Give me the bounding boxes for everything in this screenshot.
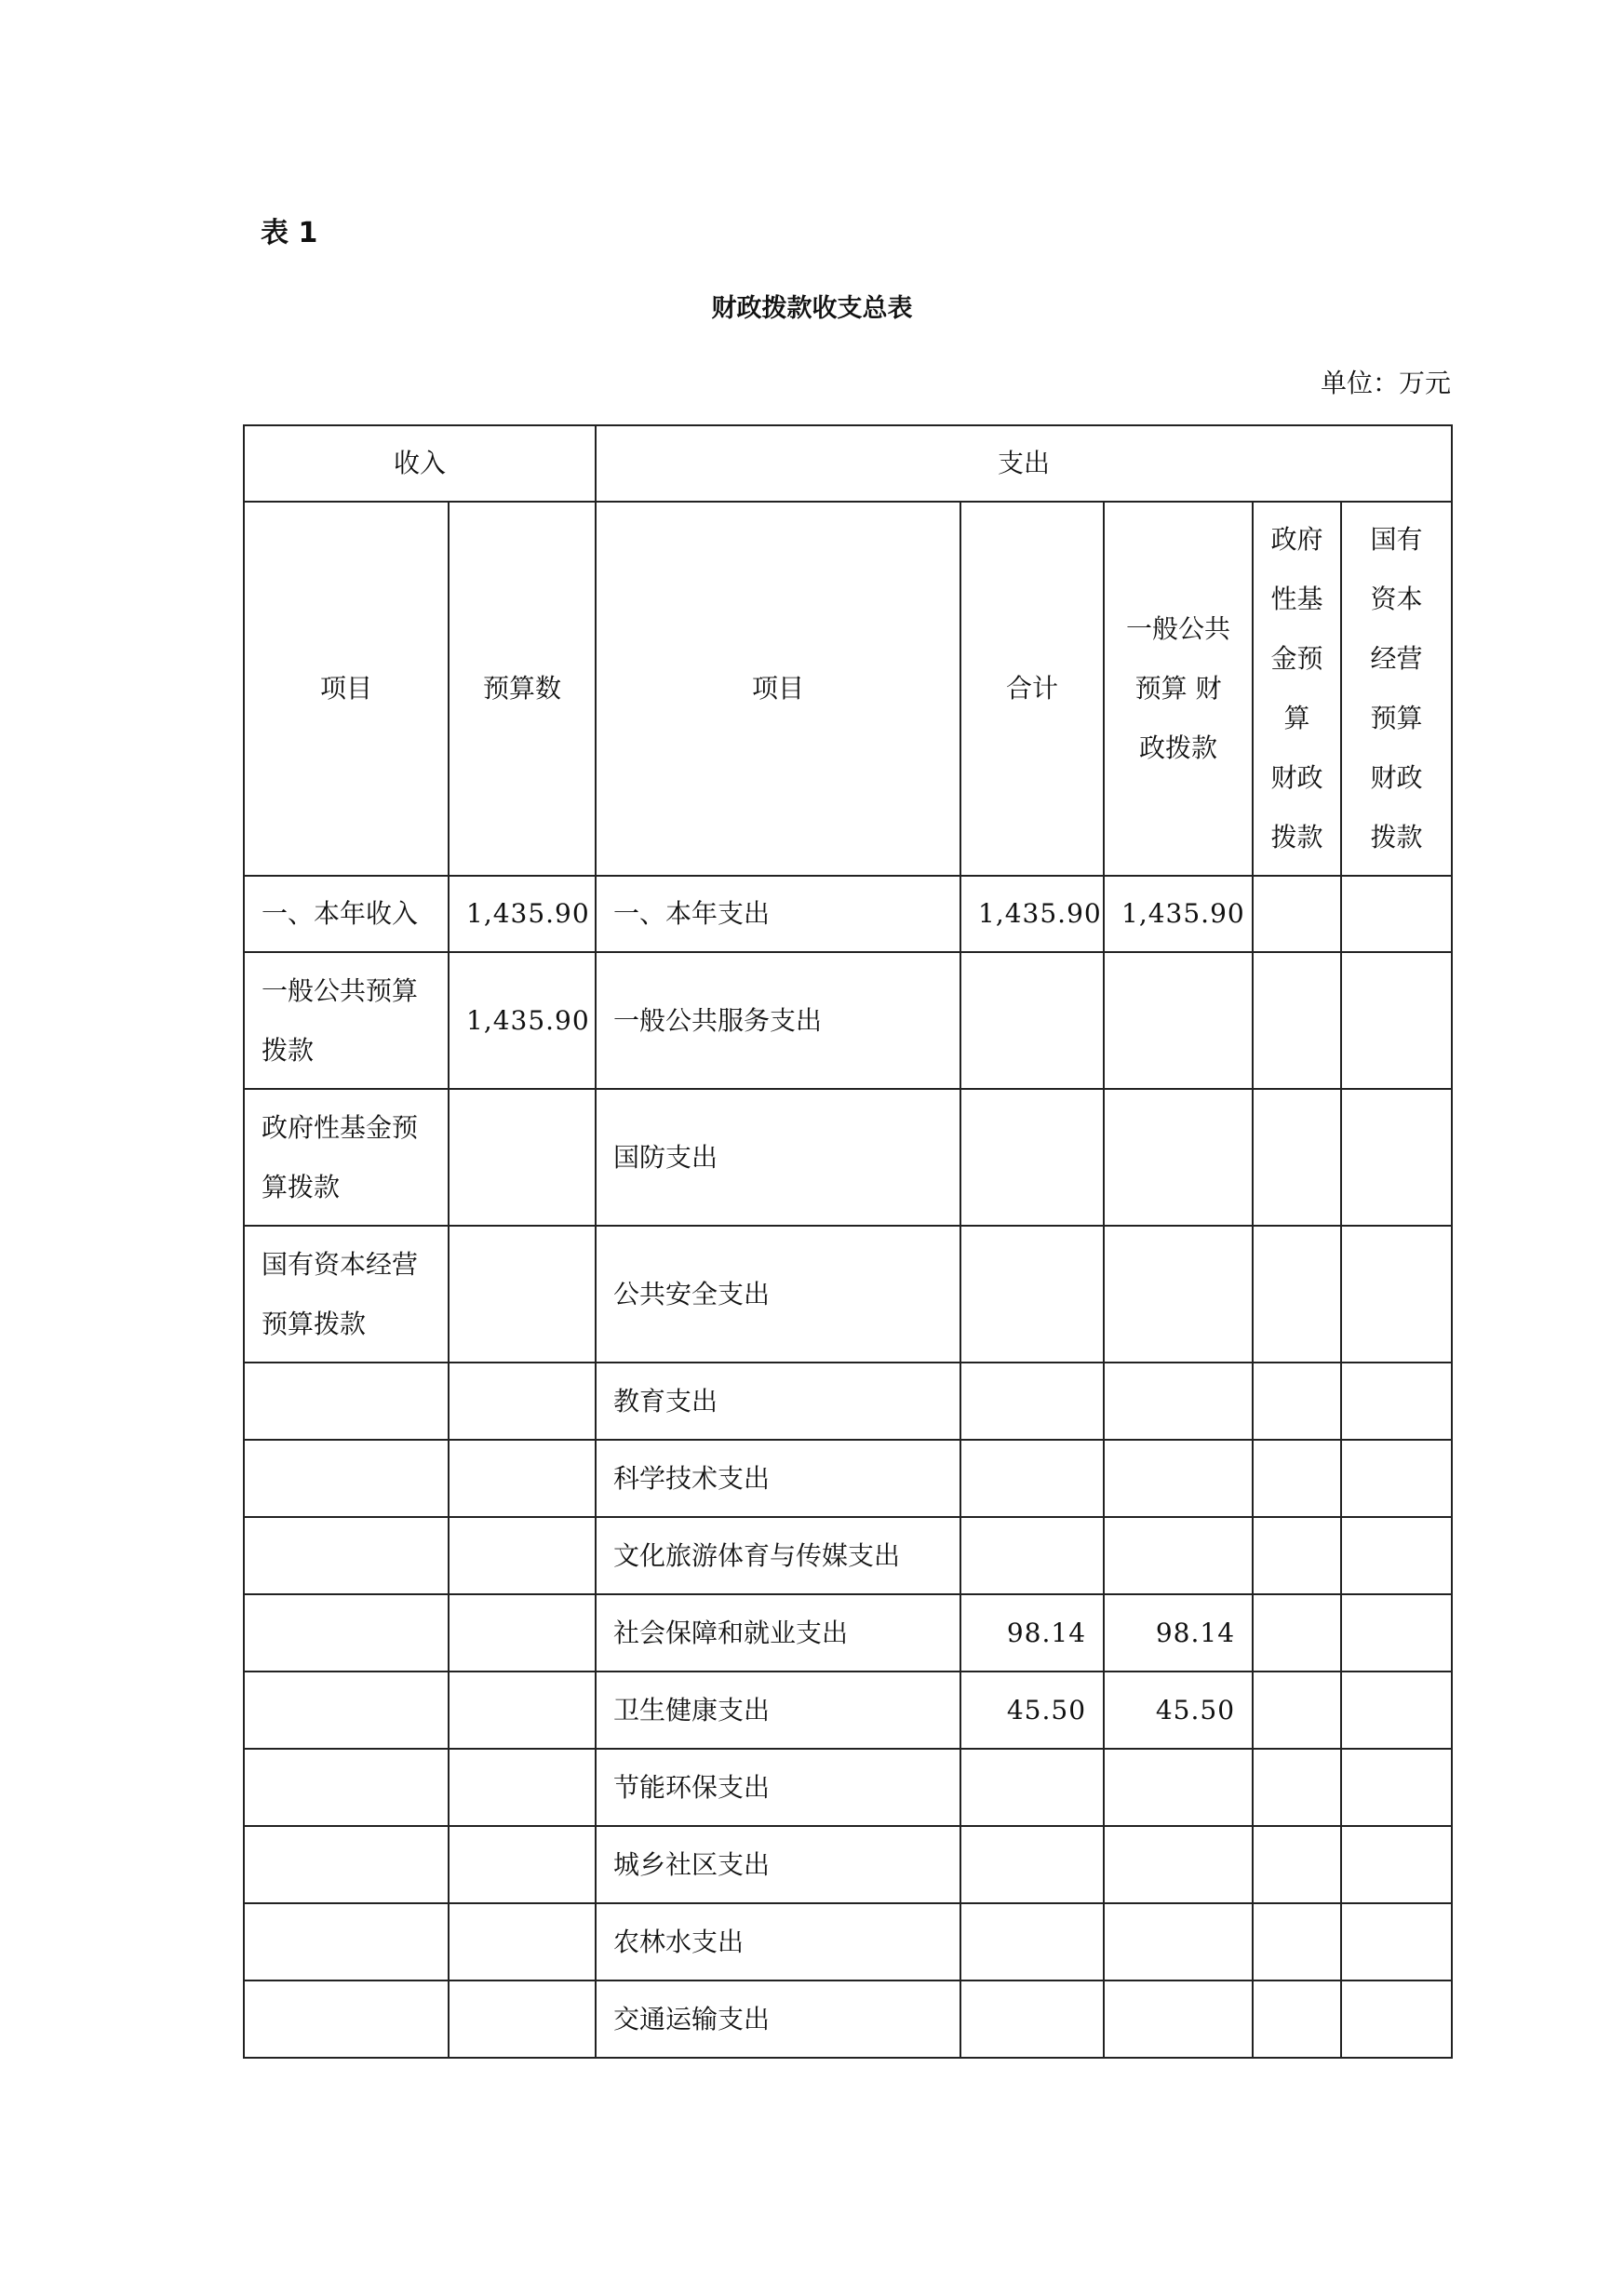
income-item	[244, 1903, 449, 1980]
state-capital-value	[1341, 1672, 1452, 1749]
income-item	[244, 1672, 449, 1749]
income-item-header: 项目	[244, 502, 449, 876]
table-row	[244, 876, 1452, 952]
table-row	[244, 1903, 1452, 1980]
table-row	[244, 1363, 1452, 1440]
expense-item: 交通运输支出	[596, 1980, 960, 2058]
income-value	[449, 1980, 596, 2058]
state-capital-value	[1341, 952, 1452, 1089]
state-capital-value	[1341, 1903, 1452, 1980]
expense-header: 支出	[596, 425, 1452, 502]
table-row	[244, 1517, 1452, 1594]
gov-fund-header-line: 拨款	[1270, 822, 1323, 853]
expense-item: 城乡社区支出	[596, 1826, 960, 1903]
gov-fund-value	[1253, 1440, 1341, 1517]
total-value: 1,435.90	[960, 876, 1104, 952]
total-value	[960, 1089, 1104, 1226]
state-capital-header-line: 国有	[1370, 524, 1423, 555]
header-row-columns	[244, 502, 1452, 876]
general-value	[1104, 1903, 1253, 1980]
income-item	[244, 1980, 449, 2058]
expense-item: 教育支出	[596, 1363, 960, 1440]
gov-fund-value	[1253, 1226, 1341, 1363]
income-item	[244, 1363, 449, 1440]
state-capital-header	[1341, 502, 1452, 876]
table-row	[244, 1594, 1452, 1672]
gov-fund-value	[1253, 1517, 1341, 1594]
gov-fund-value	[1253, 876, 1341, 952]
income-item	[244, 1517, 449, 1594]
income-value	[449, 1749, 596, 1826]
income-header: 收入	[244, 425, 596, 502]
income-value	[449, 1440, 596, 1517]
income-item: 政府性基金预算拨款	[244, 1089, 449, 1226]
state-capital-header-line: 经营	[1370, 643, 1423, 674]
expense-item: 公共安全支出	[596, 1226, 960, 1363]
gov-fund-value	[1253, 1089, 1341, 1226]
general-budget-header-line: 预算 财	[1134, 673, 1222, 704]
income-value	[449, 1672, 596, 1749]
income-budget-header: 预算数	[449, 502, 596, 876]
total-value	[960, 1440, 1104, 1517]
table-row	[244, 1440, 1452, 1517]
expense-item: 农林水支出	[596, 1903, 960, 1980]
state-capital-value	[1341, 1363, 1452, 1440]
total-value	[960, 1903, 1104, 1980]
state-capital-value	[1341, 1826, 1452, 1903]
total-header: 合计	[960, 502, 1104, 876]
expense-item: 卫生健康支出	[596, 1672, 960, 1749]
expense-item: 文化旅游体育与传媒支出	[596, 1517, 960, 1594]
state-capital-value	[1341, 1440, 1452, 1517]
table-row	[244, 1826, 1452, 1903]
table-row	[244, 952, 1452, 1089]
income-value	[449, 1226, 596, 1363]
table-row	[244, 1749, 1452, 1826]
general-value	[1104, 1089, 1253, 1226]
general-value	[1104, 1440, 1253, 1517]
table-row	[244, 1089, 1452, 1226]
total-value	[960, 1517, 1104, 1594]
gov-fund-header-line: 政府	[1270, 524, 1323, 555]
general-value	[1104, 1226, 1253, 1363]
general-value: 98.14	[1104, 1594, 1253, 1672]
table-row	[244, 1980, 1452, 2058]
income-value: 1,435.90	[449, 876, 596, 952]
state-capital-value	[1341, 1594, 1452, 1672]
document-title: 财政拨款收支总表	[711, 294, 913, 323]
total-value	[960, 952, 1104, 1089]
gov-fund-header-line: 财政	[1270, 762, 1323, 793]
total-value	[960, 1980, 1104, 2058]
income-value	[449, 1826, 596, 1903]
income-value	[449, 1363, 596, 1440]
unit-label: 单位：万元	[1320, 368, 1451, 398]
general-value	[1104, 1826, 1253, 1903]
state-capital-header-line: 财政	[1370, 762, 1423, 793]
general-value	[1104, 1363, 1253, 1440]
income-item	[244, 1594, 449, 1672]
income-item: 一般公共预算拨款	[244, 952, 449, 1089]
gov-fund-value	[1253, 1749, 1341, 1826]
gov-fund-value	[1253, 1672, 1341, 1749]
expense-item: 国防支出	[596, 1089, 960, 1226]
expense-item-header: 项目	[596, 502, 960, 876]
gov-fund-value	[1253, 1363, 1341, 1440]
expense-item: 一、本年支出	[596, 876, 960, 952]
gov-fund-header	[1253, 502, 1341, 876]
income-value	[449, 1903, 596, 1980]
table-label: 表 1	[261, 217, 318, 249]
general-budget-header-line: 政拨款	[1139, 732, 1218, 763]
expense-item: 一般公共服务支出	[596, 952, 960, 1089]
state-capital-value	[1341, 1980, 1452, 2058]
general-budget-header	[1104, 502, 1253, 876]
table-row	[244, 1672, 1452, 1749]
gov-fund-value	[1253, 1594, 1341, 1672]
income-value	[449, 1594, 596, 1672]
total-value	[960, 1363, 1104, 1440]
income-value: 1,435.90	[449, 952, 596, 1089]
general-value	[1104, 1517, 1253, 1594]
gov-fund-value	[1253, 952, 1341, 1089]
income-value	[449, 1517, 596, 1594]
state-capital-header-line: 资本	[1370, 584, 1423, 614]
expense-item: 社会保障和就业支出	[596, 1594, 960, 1672]
state-capital-header-line: 拨款	[1370, 822, 1423, 853]
income-item: 国有资本经营预算拨款	[244, 1226, 449, 1363]
income-item	[244, 1749, 449, 1826]
gov-fund-header-line: 算	[1283, 703, 1310, 733]
general-value	[1104, 952, 1253, 1089]
income-value	[449, 1089, 596, 1226]
general-value	[1104, 1980, 1253, 2058]
state-capital-value	[1341, 1089, 1452, 1226]
total-value	[960, 1826, 1104, 1903]
budget-table	[243, 424, 1453, 2059]
general-value: 1,435.90	[1104, 876, 1253, 952]
header-row-top	[244, 425, 1452, 502]
total-value: 98.14	[960, 1594, 1104, 1672]
state-capital-header-line: 预算	[1370, 703, 1423, 733]
table-row	[244, 1226, 1452, 1363]
gov-fund-value	[1253, 1826, 1341, 1903]
state-capital-value	[1341, 1749, 1452, 1826]
income-item	[244, 1826, 449, 1903]
general-value: 45.50	[1104, 1672, 1253, 1749]
income-item: 一、本年收入	[244, 876, 449, 952]
state-capital-value	[1341, 876, 1452, 952]
expense-item: 节能环保支出	[596, 1749, 960, 1826]
expense-item: 科学技术支出	[596, 1440, 960, 1517]
state-capital-value	[1341, 1226, 1452, 1363]
state-capital-value	[1341, 1517, 1452, 1594]
general-budget-header-line: 一般公共	[1126, 613, 1231, 644]
total-value: 45.50	[960, 1672, 1104, 1749]
income-item	[244, 1440, 449, 1517]
gov-fund-value	[1253, 1903, 1341, 1980]
total-value	[960, 1226, 1104, 1363]
general-value	[1104, 1749, 1253, 1826]
gov-fund-value	[1253, 1980, 1341, 2058]
gov-fund-header-line: 性基	[1270, 584, 1323, 614]
gov-fund-header-line: 金预	[1270, 643, 1323, 674]
total-value	[960, 1749, 1104, 1826]
